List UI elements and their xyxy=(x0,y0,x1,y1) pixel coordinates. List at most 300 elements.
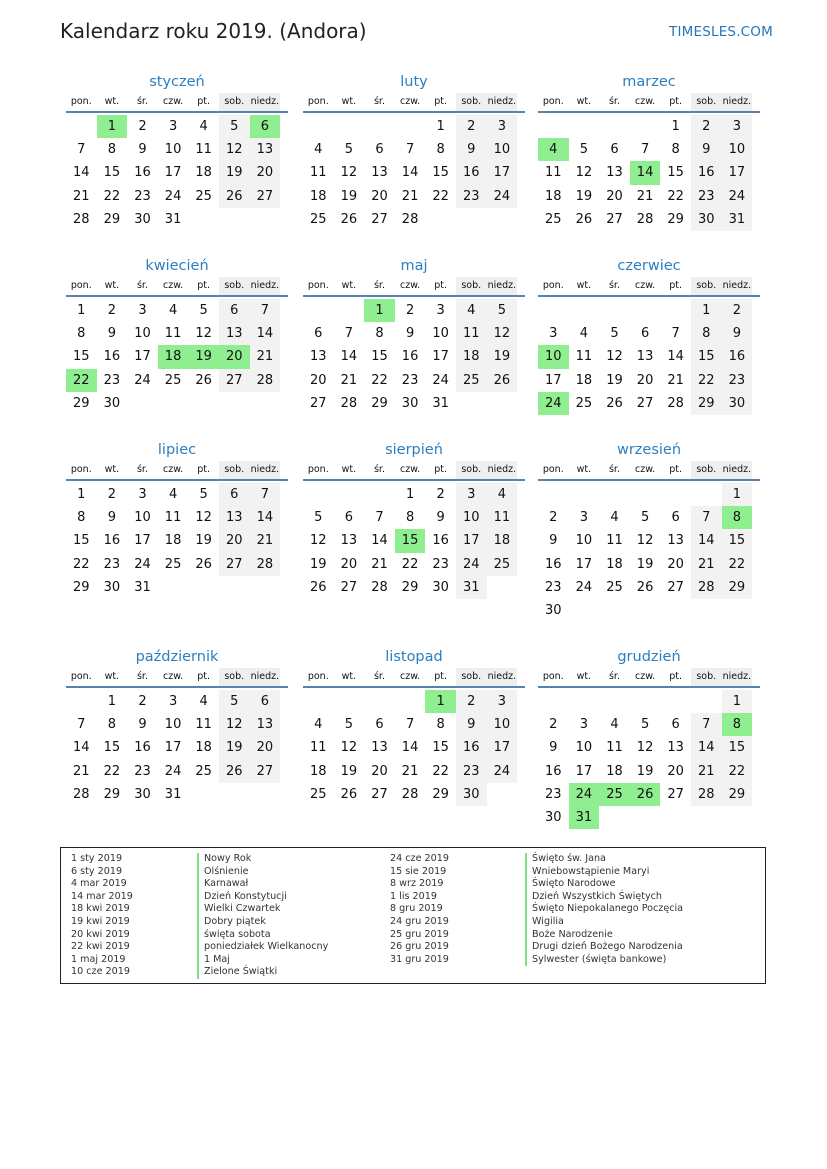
day-cell: 17 xyxy=(487,736,518,759)
day-cell: 21 xyxy=(401,763,419,779)
empty-cell xyxy=(538,483,569,506)
day-cell: 10 xyxy=(722,138,753,161)
day-cell: 20 xyxy=(250,736,281,759)
day-cell: 18 xyxy=(575,372,593,388)
weekday-label: pt. xyxy=(197,280,211,291)
day-cell: 30 xyxy=(545,602,562,618)
day-grid xyxy=(303,299,517,415)
day-cell: 24 xyxy=(164,763,182,779)
day-cell: 11 xyxy=(310,740,327,756)
day-cell: 6 xyxy=(219,483,250,506)
day-cell: 28 xyxy=(250,553,281,576)
legend-date: 8 gru 2019 xyxy=(390,903,443,915)
day-cell: 19 xyxy=(636,556,654,572)
legend-holiday-name: Nowy Rok xyxy=(197,853,328,866)
day-cell: 20 xyxy=(636,372,654,388)
weekday-label: pon. xyxy=(70,671,92,682)
day-cell: 27 xyxy=(250,760,281,783)
day-cell: 5 xyxy=(219,690,250,713)
legend-holiday-name: Boże Narodzenie xyxy=(525,929,683,942)
day-cell: 27 xyxy=(340,579,358,595)
legend-date: 20 kwi 2019 xyxy=(71,928,130,940)
month-block xyxy=(303,255,525,415)
day-cell: 31 xyxy=(722,208,753,231)
day-cell: 29 xyxy=(73,579,90,595)
empty-cell xyxy=(364,690,395,713)
day-cell: 26 xyxy=(575,211,593,227)
day-cell: 19 xyxy=(219,161,250,184)
day-cell: 11 xyxy=(606,533,623,549)
weekday-label: śr. xyxy=(373,464,385,475)
holiday-day: 15 xyxy=(395,529,426,552)
day-cell: 8 xyxy=(436,142,445,158)
weekday-header xyxy=(538,93,760,113)
day-cell: 1 xyxy=(107,694,117,709)
weekday-label: sob. xyxy=(456,668,487,686)
day-cell: 21 xyxy=(340,372,358,388)
empty-cell xyxy=(660,483,691,506)
day-cell: 27 xyxy=(636,395,654,411)
day-cell: 19 xyxy=(340,763,358,779)
day-cell: 25 xyxy=(487,553,518,576)
weekday-label: wt. xyxy=(576,96,592,107)
month-block xyxy=(66,255,288,415)
day-cell: 26 xyxy=(636,579,654,595)
day-cell: 10 xyxy=(487,713,518,736)
day-cell: 24 xyxy=(456,553,487,576)
day-cell: 9 xyxy=(138,717,147,733)
legend-date: 6 sty 2019 xyxy=(71,865,123,877)
legend-date: 22 kwi 2019 xyxy=(71,941,130,953)
month-name: styczeń xyxy=(149,74,205,90)
weekday-label: niedz. xyxy=(250,277,281,295)
weekday-label: śr. xyxy=(136,96,148,107)
month-block xyxy=(538,439,760,622)
legend-holiday-name: poniedziałek Wielkanocny xyxy=(197,941,328,954)
month-name: kwiecień xyxy=(145,258,209,274)
day-cell: 25 xyxy=(310,786,327,802)
legend-date: 14 mar 2019 xyxy=(71,890,133,902)
day-cell: 8 xyxy=(671,142,680,158)
legend-holiday-name: Olśnienie xyxy=(197,866,328,879)
day-cell: 17 xyxy=(134,349,151,365)
day-cell: 16 xyxy=(103,349,121,365)
weekday-label: pt. xyxy=(669,96,683,107)
day-cell: 28 xyxy=(401,211,419,227)
legend-date: 18 kwi 2019 xyxy=(71,903,130,915)
day-cell: 7 xyxy=(405,717,415,733)
weekday-label: pon. xyxy=(70,464,92,475)
holiday-day: 24 xyxy=(538,392,569,415)
day-cell: 16 xyxy=(401,349,419,365)
day-cell: 27 xyxy=(667,786,684,802)
day-cell: 12 xyxy=(340,165,358,181)
day-cell: 9 xyxy=(405,326,415,342)
day-cell: 3 xyxy=(456,483,487,506)
day-cell: 27 xyxy=(219,369,250,392)
empty-cell xyxy=(364,115,395,138)
day-cell: 16 xyxy=(722,345,753,368)
weekday-label: sob. xyxy=(456,93,487,111)
day-cell: 7 xyxy=(691,713,722,736)
empty-cell xyxy=(569,690,600,713)
page-title: Kalendarz roku 2019. (Andora) xyxy=(60,19,367,43)
legend-date: 1 maj 2019 xyxy=(71,953,126,965)
day-cell: 1 xyxy=(722,690,753,713)
day-cell: 12 xyxy=(310,533,327,549)
legend-holiday-name: Święto Niepokalanego Poczęcia xyxy=(525,903,683,916)
day-cell: 11 xyxy=(456,322,487,345)
day-cell: 18 xyxy=(456,345,487,368)
day-cell: 25 xyxy=(195,763,212,779)
weekday-label: pt. xyxy=(669,464,683,475)
legend-date: 19 kwi 2019 xyxy=(71,915,130,927)
weekday-label: wt. xyxy=(341,280,357,291)
day-cell: 3 xyxy=(436,303,445,318)
month-block xyxy=(303,71,525,231)
legend-names-col-2 xyxy=(525,853,683,966)
day-cell: 18 xyxy=(606,763,623,779)
legend-date: 31 gru 2019 xyxy=(390,953,449,965)
day-cell: 8 xyxy=(77,510,86,526)
day-grid xyxy=(538,299,752,415)
day-cell: 10 xyxy=(164,717,182,733)
weekday-label: czw. xyxy=(400,96,421,107)
empty-cell xyxy=(660,690,691,713)
day-cell: 6 xyxy=(344,510,354,526)
day-cell: 20 xyxy=(667,556,684,572)
day-cell: 19 xyxy=(340,188,358,204)
weekday-label: śr. xyxy=(608,280,620,291)
day-cell: 21 xyxy=(250,345,281,368)
day-cell: 9 xyxy=(549,740,558,756)
day-cell: 18 xyxy=(195,165,212,181)
empty-cell xyxy=(630,115,661,138)
legend-holiday-name: 1 Maj xyxy=(197,954,328,967)
legend-holiday-name: Wigilia xyxy=(525,916,683,929)
weekday-label: wt. xyxy=(341,464,357,475)
day-cell: 16 xyxy=(691,161,722,184)
day-cell: 9 xyxy=(107,326,117,342)
day-cell: 7 xyxy=(77,142,86,158)
day-cell: 18 xyxy=(164,533,182,549)
day-cell: 25 xyxy=(195,188,212,204)
day-cell: 24 xyxy=(722,185,753,208)
weekday-header xyxy=(66,461,288,481)
day-cell: 11 xyxy=(310,165,327,181)
holiday-day: 22 xyxy=(66,369,97,392)
day-cell: 14 xyxy=(250,506,281,529)
day-cell: 8 xyxy=(77,326,86,342)
day-cell: 23 xyxy=(103,556,121,572)
weekday-label: pon. xyxy=(542,280,564,291)
day-cell: 27 xyxy=(667,579,684,595)
day-cell: 16 xyxy=(103,533,121,549)
weekday-label: pon. xyxy=(542,96,564,107)
day-cell: 31 xyxy=(164,786,182,802)
weekday-label: pon. xyxy=(542,464,564,475)
day-cell: 2 xyxy=(436,487,445,502)
day-cell: 23 xyxy=(456,185,487,208)
legend-date: 4 mar 2019 xyxy=(71,878,127,890)
weekday-label: pon. xyxy=(542,671,564,682)
weekday-label: niedz. xyxy=(250,93,281,111)
day-cell: 27 xyxy=(250,185,281,208)
day-cell: 17 xyxy=(164,165,182,181)
weekday-label: sob. xyxy=(219,668,250,686)
day-cell: 19 xyxy=(636,763,654,779)
day-cell: 29 xyxy=(103,786,121,802)
day-cell: 15 xyxy=(432,740,449,756)
weekday-header xyxy=(66,668,288,688)
weekday-label: pt. xyxy=(197,464,211,475)
brand-link[interactable]: TIMESLES.COM xyxy=(669,24,773,40)
day-cell: 28 xyxy=(340,395,358,411)
weekday-label: pon. xyxy=(307,464,329,475)
day-cell: 23 xyxy=(456,760,487,783)
day-cell: 7 xyxy=(375,510,384,526)
holiday-day: 31 xyxy=(569,806,600,829)
weekday-label: sob. xyxy=(219,93,250,111)
day-cell: 3 xyxy=(549,326,558,342)
month-block xyxy=(303,439,525,599)
day-cell: 28 xyxy=(250,369,281,392)
legend-holiday-name: Dzień Wszystkich Świętych xyxy=(525,891,683,904)
day-cell: 6 xyxy=(671,510,680,526)
weekday-label: czw. xyxy=(163,280,184,291)
empty-cell xyxy=(334,115,365,138)
weekday-label: pon. xyxy=(307,96,329,107)
day-cell: 14 xyxy=(691,529,722,552)
legend-holiday-name: Święto św. Jana xyxy=(525,853,683,866)
day-cell: 6 xyxy=(375,717,384,733)
month-block xyxy=(303,646,525,806)
day-cell: 21 xyxy=(667,372,684,388)
legend-holiday-name: Zielone Świątki xyxy=(197,966,328,979)
day-cell: 1 xyxy=(77,303,86,318)
day-cell: 2 xyxy=(549,510,558,526)
holiday-day: 20 xyxy=(219,345,250,368)
legend-holiday-name: Drugi dzień Bożego Narodzenia xyxy=(525,941,683,954)
day-cell: 29 xyxy=(401,579,419,595)
holiday-day: 14 xyxy=(630,161,661,184)
day-cell: 9 xyxy=(549,533,558,549)
day-cell: 21 xyxy=(73,188,90,204)
day-cell: 4 xyxy=(314,142,323,158)
day-cell: 15 xyxy=(722,529,753,552)
day-cell: 14 xyxy=(667,349,684,365)
empty-cell xyxy=(599,299,630,322)
day-cell: 23 xyxy=(722,369,753,392)
day-cell: 26 xyxy=(340,786,358,802)
day-cell: 3 xyxy=(168,694,178,709)
empty-cell xyxy=(395,115,426,138)
day-cell: 17 xyxy=(432,349,449,365)
day-cell: 4 xyxy=(199,694,208,709)
weekday-header xyxy=(303,668,525,688)
weekday-label: sob. xyxy=(219,277,250,295)
day-cell: 11 xyxy=(487,506,518,529)
weekday-header xyxy=(538,668,760,688)
empty-cell xyxy=(303,299,334,322)
day-cell: 5 xyxy=(640,510,650,526)
day-cell: 1 xyxy=(405,487,415,502)
empty-cell xyxy=(691,690,722,713)
holiday-day: 25 xyxy=(599,783,630,806)
day-cell: 15 xyxy=(103,165,121,181)
day-cell: 26 xyxy=(606,395,623,411)
day-cell: 13 xyxy=(219,322,250,345)
empty-cell xyxy=(66,115,97,138)
empty-cell xyxy=(630,299,661,322)
day-cell: 23 xyxy=(103,372,121,388)
weekday-label: wt. xyxy=(104,280,120,291)
day-cell: 3 xyxy=(168,119,178,134)
weekday-label: śr. xyxy=(136,280,148,291)
empty-cell xyxy=(538,115,569,138)
weekday-label: pt. xyxy=(434,464,448,475)
day-cell: 22 xyxy=(401,556,419,572)
day-cell: 25 xyxy=(310,211,327,227)
day-cell: 5 xyxy=(487,299,518,322)
month-block xyxy=(538,71,760,231)
day-cell: 16 xyxy=(456,736,487,759)
legend-holiday-name: Dzień Konstytucji xyxy=(197,891,328,904)
day-cell: 20 xyxy=(667,763,684,779)
day-cell: 6 xyxy=(250,690,281,713)
day-cell: 25 xyxy=(456,369,487,392)
weekday-label: pon. xyxy=(70,280,92,291)
day-cell: 15 xyxy=(432,165,449,181)
weekday-label: wt. xyxy=(104,671,120,682)
day-cell: 26 xyxy=(340,211,358,227)
day-cell: 11 xyxy=(606,740,623,756)
day-cell: 4 xyxy=(456,299,487,322)
weekday-label: pt. xyxy=(669,671,683,682)
weekday-label: niedz. xyxy=(487,668,518,686)
day-cell: 17 xyxy=(575,763,593,779)
day-cell: 22 xyxy=(667,188,684,204)
day-cell: 8 xyxy=(436,717,445,733)
holiday-day: 26 xyxy=(630,783,661,806)
weekday-label: pt. xyxy=(197,671,211,682)
legend-date: 1 sty 2019 xyxy=(71,853,123,864)
day-cell: 21 xyxy=(691,553,722,576)
day-cell: 11 xyxy=(545,165,562,181)
day-cell: 29 xyxy=(371,395,388,411)
weekday-label: czw. xyxy=(400,464,421,475)
day-cell: 15 xyxy=(103,740,121,756)
day-cell: 7 xyxy=(405,142,415,158)
day-grid xyxy=(66,483,280,599)
day-cell: 29 xyxy=(73,395,90,411)
weekday-label: czw. xyxy=(163,464,184,475)
day-cell: 20 xyxy=(340,556,358,572)
day-cell: 27 xyxy=(310,395,327,411)
holiday-day: 6 xyxy=(250,115,281,138)
weekday-label: niedz. xyxy=(487,93,518,111)
day-cell: 10 xyxy=(134,510,151,526)
day-cell: 14 xyxy=(371,533,388,549)
day-cell: 13 xyxy=(310,349,327,365)
day-cell: 29 xyxy=(722,576,753,599)
weekday-label: pt. xyxy=(434,671,448,682)
day-cell: 13 xyxy=(606,165,623,181)
day-cell: 7 xyxy=(691,506,722,529)
month-name: maj xyxy=(400,258,428,274)
day-cell: 11 xyxy=(575,349,593,365)
day-cell: 12 xyxy=(606,349,623,365)
holiday-day: 8 xyxy=(722,506,753,529)
day-cell: 20 xyxy=(250,161,281,184)
day-cell: 13 xyxy=(667,740,684,756)
day-cell: 18 xyxy=(310,188,327,204)
day-cell: 26 xyxy=(310,579,327,595)
day-cell: 24 xyxy=(432,372,449,388)
empty-cell xyxy=(538,690,569,713)
empty-cell xyxy=(364,483,395,506)
day-cell: 16 xyxy=(456,161,487,184)
legend-dates-col-2 xyxy=(390,853,449,966)
day-cell: 13 xyxy=(371,165,388,181)
weekday-label: wt. xyxy=(576,671,592,682)
day-cell: 24 xyxy=(134,372,151,388)
empty-cell xyxy=(334,483,365,506)
day-cell: 8 xyxy=(691,322,722,345)
day-cell: 14 xyxy=(340,349,358,365)
day-grid xyxy=(538,115,752,231)
weekday-label: niedz. xyxy=(250,668,281,686)
day-cell: 28 xyxy=(371,579,388,595)
day-cell: 23 xyxy=(691,185,722,208)
day-cell: 5 xyxy=(219,115,250,138)
empty-cell xyxy=(569,115,600,138)
day-grid xyxy=(303,115,517,231)
weekday-label: czw. xyxy=(635,464,656,475)
day-cell: 2 xyxy=(107,303,117,318)
weekday-label: pon. xyxy=(70,96,92,107)
weekday-label: niedz. xyxy=(722,93,753,111)
day-cell: 11 xyxy=(195,717,212,733)
day-cell: 22 xyxy=(432,188,449,204)
day-cell: 16 xyxy=(432,533,449,549)
day-grid xyxy=(66,299,280,415)
empty-cell xyxy=(691,483,722,506)
day-cell: 12 xyxy=(195,510,212,526)
day-cell: 12 xyxy=(636,740,654,756)
day-cell: 15 xyxy=(73,533,90,549)
day-cell: 23 xyxy=(134,763,151,779)
day-cell: 28 xyxy=(73,211,90,227)
weekday-label: wt. xyxy=(104,464,120,475)
day-cell: 1 xyxy=(691,299,722,322)
weekday-label: czw. xyxy=(635,671,656,682)
day-cell: 26 xyxy=(219,185,250,208)
day-cell: 19 xyxy=(487,345,518,368)
empty-cell xyxy=(538,299,569,322)
day-cell: 25 xyxy=(545,211,562,227)
day-cell: 22 xyxy=(73,556,90,572)
day-cell: 3 xyxy=(579,717,589,733)
month-name: grudzień xyxy=(617,649,681,665)
weekday-label: śr. xyxy=(373,671,385,682)
day-cell: 14 xyxy=(73,740,90,756)
day-cell: 30 xyxy=(432,579,449,595)
legend-date: 26 gru 2019 xyxy=(390,941,449,953)
day-cell: 12 xyxy=(636,533,654,549)
day-cell: 30 xyxy=(103,579,121,595)
day-cell: 22 xyxy=(722,553,753,576)
